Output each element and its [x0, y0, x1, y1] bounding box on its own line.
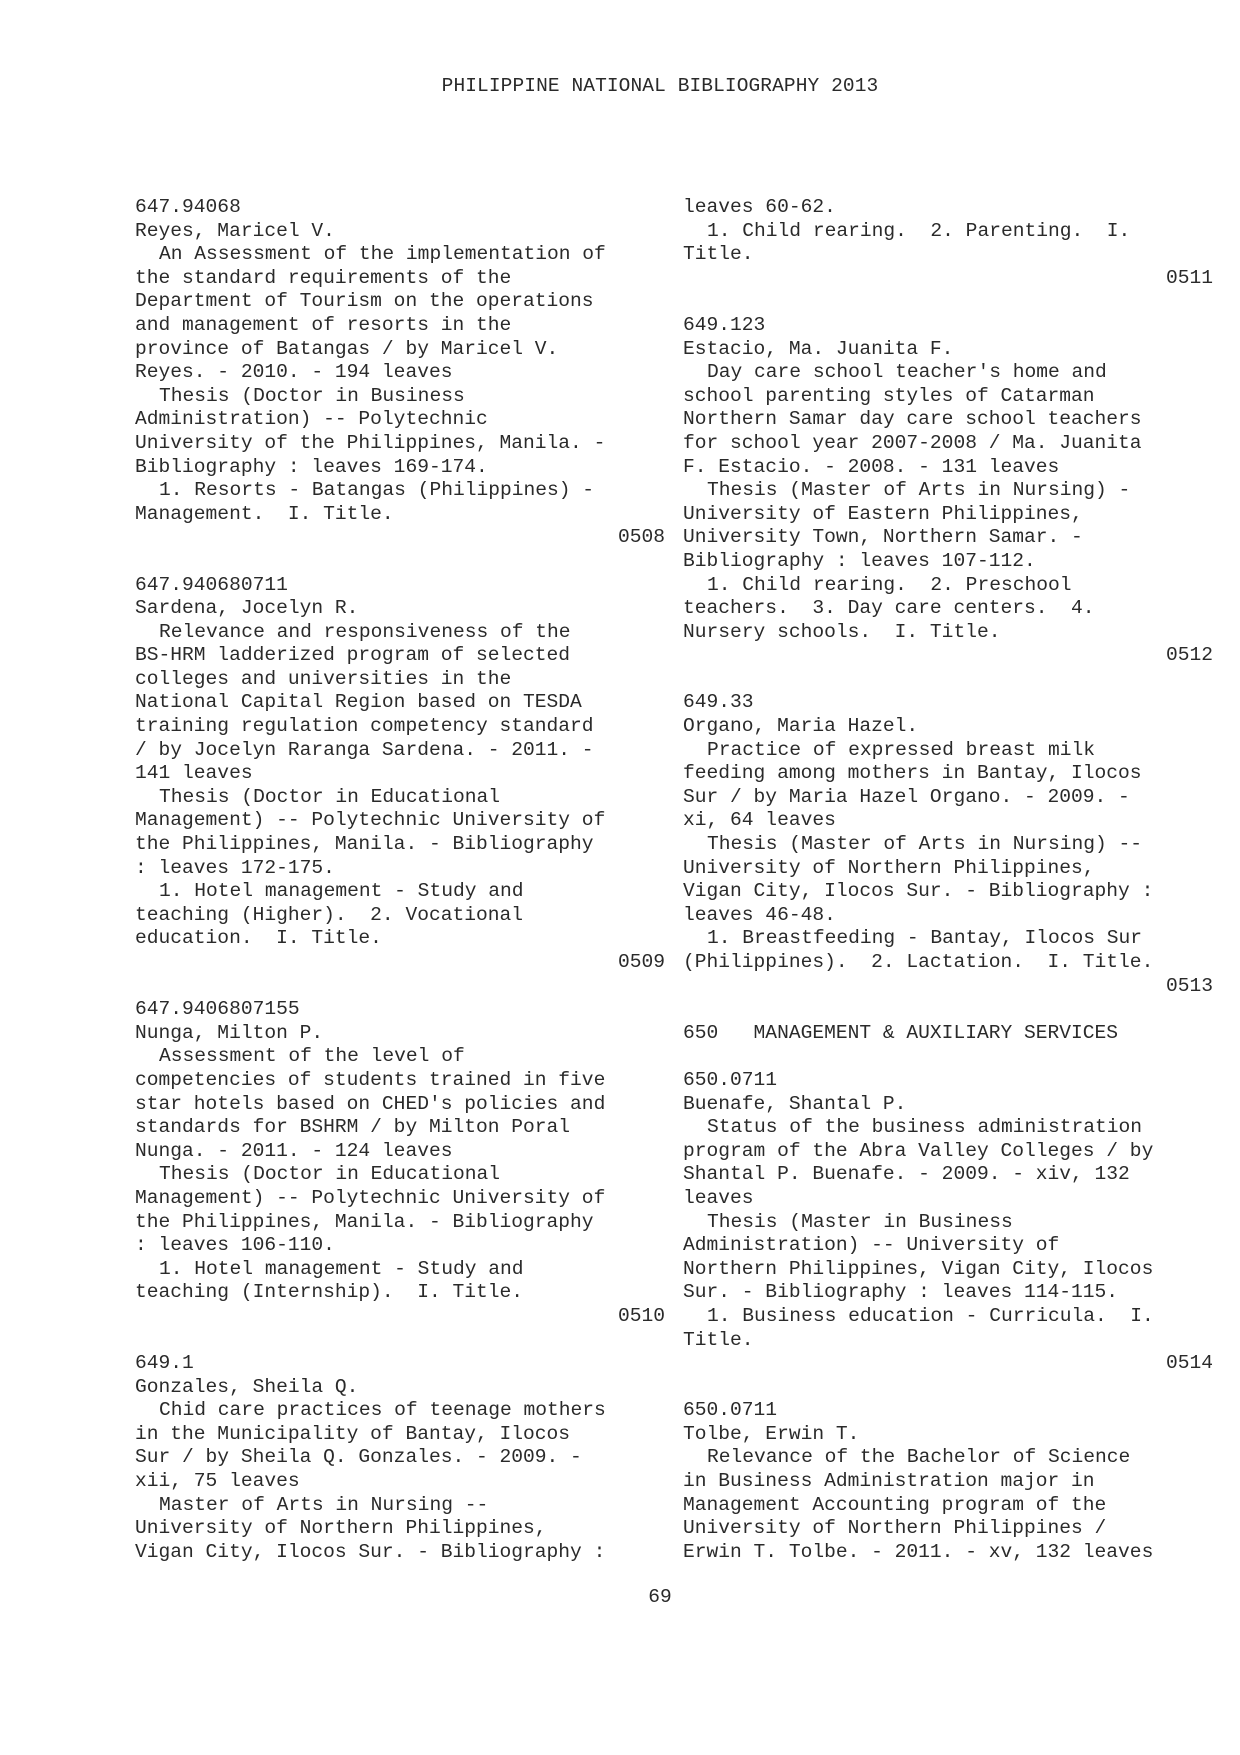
entry-text-line: Shantal P. Buenafe. - 2009. - xiv, 132	[683, 1163, 1130, 1186]
entry-text-line: 1. Breastfeeding - Bantay, Ilocos Sur	[707, 927, 1143, 950]
bibliographic-entry	[683, 691, 1213, 1021]
class-number: 650.0711	[683, 1399, 778, 1422]
control-number: 0513	[1165, 974, 1213, 997]
entry-text-line: University of Northern Philippines,	[683, 856, 1095, 879]
entry-text-line: Vigan City, Ilocos Sur. - Bibliography :	[683, 880, 1154, 903]
entry-text-line: colleges and universities in the	[135, 667, 512, 690]
bibliographic-entry	[683, 1399, 1213, 1564]
class-number: 649.1	[135, 1352, 194, 1375]
entry-text-line: program of the Abra Valley Colleges / by	[683, 1139, 1154, 1162]
bibliographic-entry	[683, 314, 1213, 692]
author-name: Reyes, Maricel V.	[135, 219, 335, 242]
bibliographic-entry	[135, 574, 665, 999]
entry-text-line: 1. Child rearing. 2. Parenting. I.	[707, 219, 1131, 242]
entry-text-line: Administration) -- University of	[683, 1234, 1060, 1257]
entry-text-line: Thesis (Master of Arts in Nursing) -	[707, 479, 1131, 502]
entry-text-line: the Philippines, Manila. - Bibliography	[135, 833, 594, 856]
entry-text-line: Vigan City, Ilocos Sur. - Bibliography :	[135, 1540, 606, 1563]
entry-text-line: the standard requirements of the	[135, 266, 512, 289]
spacer	[683, 290, 1213, 314]
entry-text-line: teaching (Higher). 2. Vocational	[135, 903, 524, 926]
entry-text-line: Thesis (Doctor in Business	[159, 384, 465, 407]
entry-text-line: University Town, Northern Samar. -	[683, 526, 1083, 549]
entry-text-line: Day care school teacher's home and	[707, 361, 1107, 384]
author-name: Organo, Maria Hazel.	[683, 715, 919, 738]
spacer	[135, 975, 665, 999]
bibliographic-entry	[683, 196, 1213, 314]
entry-text-line: xi, 64 leaves	[683, 809, 836, 832]
entry-text-line: in the Municipality of Bantay, Ilocos	[135, 1422, 571, 1445]
control-number: 0511	[1165, 266, 1213, 289]
entry-text-line: 1. Hotel management - Study and	[159, 1257, 524, 1280]
control-number: 0514	[1165, 1352, 1213, 1375]
entry-text-line: National Capital Region based on TESDA	[135, 691, 582, 714]
entry-text-line: Sur / by Maria Hazel Organo. - 2009. -	[683, 785, 1130, 808]
entry-text-line: for school year 2007-2008 / Ma. Juanita	[683, 431, 1142, 454]
entry-text-line: 1. Hotel management - Study and	[159, 880, 524, 903]
control-number: 0510	[617, 1304, 665, 1327]
entry-text-line: Relevance of the Bachelor of Science	[707, 1446, 1131, 1469]
entry-text-line: feeding among mothers in Bantay, Ilocos	[683, 762, 1142, 785]
author-name: Buenafe, Shantal P.	[683, 1092, 907, 1115]
entry-text-line: Sur. - Bibliography : leaves 114-115.	[683, 1281, 1119, 1304]
control-number: 0512	[1165, 644, 1213, 667]
entry-text-line: Master of Arts in Nursing --	[159, 1493, 489, 1516]
spacer	[683, 1045, 1213, 1069]
entry-text-line: leaves	[683, 1186, 754, 1209]
entry-text-line: Department of Tourism on the operations	[135, 290, 594, 313]
entry-text-line: Thesis (Doctor in Educational	[159, 785, 500, 808]
entry-text-line: Thesis (Doctor in Educational	[159, 1163, 500, 1186]
entry-text-line: xii, 75 leaves	[135, 1470, 300, 1493]
entry-text-line: teachers. 3. Day care centers. 4.	[683, 597, 1095, 620]
entry-text-line: training regulation competency standard	[135, 715, 594, 738]
class-number: 647.94068	[135, 196, 241, 218]
entry-text-line: Bibliography : leaves 107-112.	[683, 549, 1036, 572]
spacer	[683, 1376, 1213, 1400]
entry-text-line: Management Accounting program of the	[683, 1493, 1107, 1516]
section-heading: 650 MANAGEMENT & AUXILIARY SERVICES	[683, 1021, 1119, 1044]
entry-text-line: Title.	[683, 243, 754, 266]
entry-text-line: Bibliography : leaves 169-174.	[135, 455, 488, 478]
entry-text-line: Northern Samar day care school teachers	[683, 408, 1142, 431]
entry-text-line: standards for BSHRM / by Milton Poral	[135, 1116, 571, 1139]
entry-text-line: teaching (Internship). I. Title.	[135, 1281, 524, 1304]
entry-text-line: the Philippines, Manila. - Bibliography	[135, 1210, 594, 1233]
bibliographic-entry	[135, 998, 665, 1352]
entry-text-line: 1. Business education - Curricula. I.	[707, 1304, 1154, 1327]
entry-text-line: University of Northern Philippines,	[135, 1517, 547, 1540]
entry-text-line: leaves 46-48.	[683, 903, 836, 926]
class-number: 647.9406807155	[135, 998, 300, 1021]
entry-text-line: and management of resorts in the	[135, 313, 512, 336]
author-name: Sardena, Jocelyn R.	[135, 597, 359, 620]
bibliographic-entry	[135, 1352, 665, 1564]
entry-text-line: University of Eastern Philippines,	[683, 502, 1083, 525]
class-number: 649.33	[683, 691, 754, 714]
entry-text-line: school parenting styles of Catarman	[683, 384, 1095, 407]
entry-text-line: Management) -- Polytechnic University of	[135, 809, 606, 832]
spacer	[135, 1329, 665, 1353]
class-number: 647.940680711	[135, 573, 288, 596]
author-name: Tolbe, Erwin T.	[683, 1422, 860, 1445]
entry-text-line: Nunga. - 2011. - 124 leaves	[135, 1139, 453, 1162]
entry-text-line: University of Northern Philippines /	[683, 1517, 1107, 1540]
entry-text-line: star hotels based on CHED's policies and	[135, 1092, 606, 1115]
entry-text-line: Northern Philippines, Vigan City, Ilocos	[683, 1257, 1154, 1280]
entry-text-line: : leaves 172-175.	[135, 856, 335, 879]
right-column	[683, 196, 1213, 1564]
entry-text-line: F. Estacio. - 2008. - 131 leaves	[683, 455, 1060, 478]
entry-text-line: competencies of students trained in five	[135, 1068, 606, 1091]
entry-text-line: : leaves 106-110.	[135, 1234, 335, 1257]
entry-text-line: province of Batangas / by Maricel V.	[135, 337, 559, 360]
entry-text-line: Sur / by Sheila Q. Gonzales. - 2009. -	[135, 1446, 582, 1469]
entry-text-line: 1. Resorts - Batangas (Philippines) -	[159, 479, 595, 502]
entry-text-line: / by Jocelyn Raranga Sardena. - 2011. -	[135, 738, 594, 761]
entry-text-line: education. I. Title.	[135, 927, 382, 950]
entry-text-line: Management. I. Title.	[135, 502, 394, 525]
class-number: 650.0711	[683, 1068, 778, 1091]
entry-text-line: Assessment of the level of	[159, 1045, 465, 1068]
author-name: Estacio, Ma. Juanita F.	[683, 337, 954, 360]
page-header: PHILIPPINE NATIONAL BIBLIOGRAPHY 2013	[441, 75, 879, 97]
spacer	[135, 550, 665, 574]
entry-text-line: Erwin T. Tolbe. - 2011. - xv, 132 leaves	[683, 1540, 1154, 1563]
author-name: Nunga, Milton P.	[135, 1021, 324, 1044]
entry-text-line: in Business Administration major in	[683, 1470, 1095, 1493]
entry-text-line: Relevance and responsiveness of the	[159, 620, 571, 643]
entry-text-line: Title.	[683, 1328, 754, 1351]
entry-text-line: An Assessment of the implementation of	[159, 243, 606, 266]
entry-text-line: Thesis (Master of Arts in Nursing) --	[707, 833, 1143, 856]
section-block	[683, 1022, 1213, 1069]
author-name: Gonzales, Sheila Q.	[135, 1375, 359, 1398]
bibliographic-entry	[135, 196, 665, 574]
entry-text-line: Nursery schools. I. Title.	[683, 620, 1001, 643]
control-number: 0509	[617, 951, 665, 973]
entry-text-line: (Philippines). 2. Lactation. I. Title.	[683, 951, 1154, 973]
left-column	[135, 196, 665, 1564]
page-number: 69	[648, 1586, 672, 1608]
entry-text-line: Thesis (Master in Business	[707, 1210, 1013, 1233]
class-number: 649.123	[683, 313, 766, 336]
entry-text-line: Management) -- Polytechnic University of	[135, 1186, 606, 1209]
entry-text-line: leaves 60-62.	[683, 196, 836, 218]
spacer	[683, 668, 1213, 692]
entry-text-line: 1. Child rearing. 2. Preschool	[707, 573, 1072, 596]
entry-text-line: University of the Philippines, Manila. -	[135, 431, 606, 454]
entry-text-line: Chid care practices of teenage mothers	[159, 1399, 606, 1422]
entry-text-line: Administration) -- Polytechnic	[135, 408, 488, 431]
entry-text-line: BS-HRM ladderized program of selected	[135, 644, 571, 667]
entry-text-line: Reyes. - 2010. - 194 leaves	[135, 361, 453, 384]
spacer	[683, 998, 1213, 1022]
entry-text-line: 141 leaves	[135, 762, 253, 785]
entry-text-line: Practice of expressed breast milk	[707, 738, 1096, 761]
control-number: 0508	[617, 526, 665, 549]
entry-text-line: Status of the business administration	[707, 1116, 1143, 1139]
bibliographic-entry	[683, 1069, 1213, 1399]
